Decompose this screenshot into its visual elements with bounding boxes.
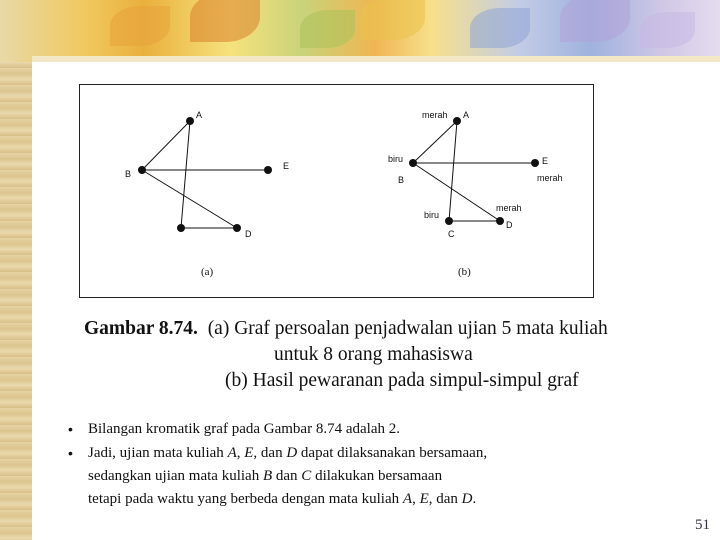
- decorative-banner: [0, 0, 720, 62]
- vertex-c-label: C: [448, 229, 455, 239]
- edge-a-b: [413, 121, 457, 163]
- edge-a-d-line: [181, 121, 190, 228]
- bullet-text-1: Bilangan kromatik graf pada Gambar 8.74 adalah 2.: [88, 421, 400, 437]
- vertex-a-label: A: [463, 110, 470, 120]
- vertex-a: [453, 117, 461, 125]
- vertex-c: [445, 217, 453, 225]
- bullet-text-2-line-1: Jadi, ujian mata kuliah A, E, dan D dapat dilaksanakan bersamaan,: [88, 445, 488, 461]
- page-number: 51: [695, 517, 710, 533]
- vertex-e: [531, 159, 539, 167]
- vertex-b-color: biru: [388, 154, 404, 164]
- vertex-a: [186, 117, 194, 125]
- bullet-item-1: [66, 418, 706, 441]
- caption-text-2: untuk 8 orang mahasiswa: [274, 344, 473, 365]
- edge-a-b: [142, 121, 190, 170]
- figure-caption: [84, 316, 714, 394]
- vertex-bottom-left: [177, 224, 185, 232]
- vertex-e-label: E: [283, 161, 290, 171]
- vertex-e-label: E: [542, 156, 549, 166]
- vertex-d-label: D: [506, 220, 513, 230]
- graph-a: [125, 110, 289, 278]
- vertex-a-label: A: [196, 110, 203, 120]
- caption-prefix: Gambar 8.74.: [84, 318, 198, 339]
- graph-a-sublabel: (a): [201, 266, 214, 278]
- vertex-b: [138, 166, 146, 174]
- graph-figure-svg: [80, 85, 593, 297]
- vertex-a-color: merah: [422, 110, 448, 120]
- vertex-d-color: merah: [496, 203, 522, 213]
- edge-b-d: [142, 170, 237, 228]
- vertex-e-color: merah: [537, 173, 563, 183]
- banner-separator: [32, 56, 720, 62]
- vertex-b-label: B: [398, 175, 405, 185]
- graph-b-sublabel: (b): [458, 266, 471, 278]
- graph-figure: [79, 84, 594, 298]
- caption-text-3: (b) Hasil pewaranan pada simpul-simpul graf: [225, 370, 579, 391]
- caption-text-1: (a) Graf persoalan penjadwalan ujian 5 mata kuliah: [207, 318, 608, 339]
- vertex-d: [496, 217, 504, 225]
- bullet-dot-icon: •: [68, 445, 73, 461]
- bullet-item-2: [66, 442, 706, 511]
- vertex-e: [264, 166, 272, 174]
- decorative-left-strip: [0, 0, 32, 540]
- bullet-text-2-line-3: tetapi pada waktu yang berbeda dengan mata kuliah A, E, dan D.: [88, 491, 477, 507]
- vertex-b: [409, 159, 417, 167]
- vertex-b-label: B: [125, 169, 132, 179]
- vertex-d: [233, 224, 241, 232]
- edge-a-c: [449, 121, 457, 221]
- graph-b: [388, 110, 563, 278]
- bullet-dot-icon: •: [68, 421, 73, 437]
- caption-line-1: [84, 316, 714, 342]
- vertex-d-label: D: [245, 229, 252, 239]
- bullet-list: [66, 418, 706, 512]
- bullet-text-2-line-2: sedangkan ujian mata kuliah B dan C dilakukan bersamaan: [88, 468, 443, 484]
- vertex-c-color: biru: [424, 210, 440, 220]
